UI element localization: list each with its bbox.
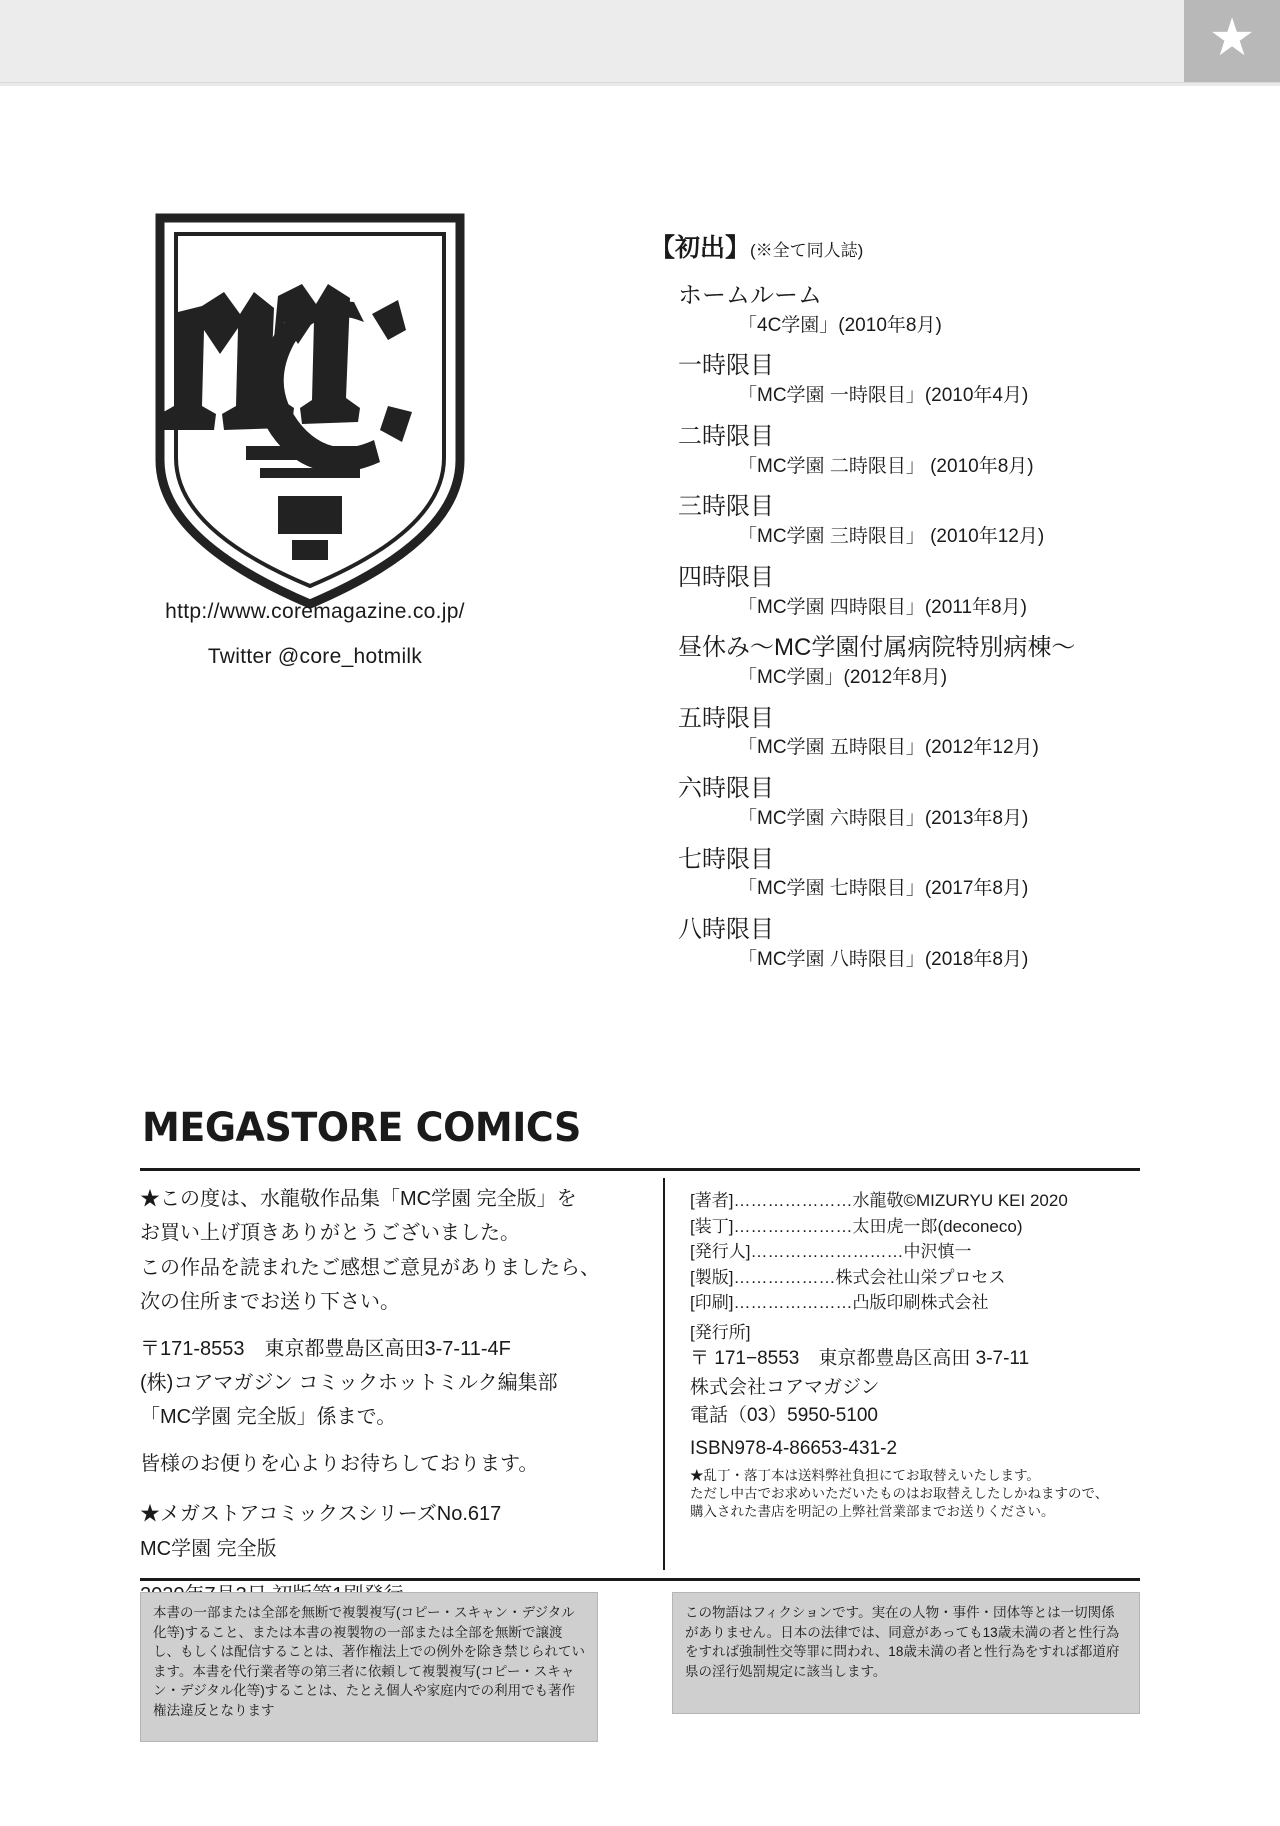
credit-row [690, 1239, 1140, 1265]
first-publication-list [650, 228, 1210, 986]
divider-vertical [663, 1178, 665, 1570]
fiction-notice-text: この物語はフィクションです。実在の人物・事件・団体等とは一切関係がありません。日本の法律では、同意があっても13歳未満の者と性行為をすれば強制性交等罪に問われ、18歳未満の者と性行為をすれば都道府県の淫行処罰規定に該当します。 [685, 1605, 1120, 1679]
credit-source: 「MC学園 二時限目」 (2010年8月) [738, 455, 1034, 477]
credit-title: 六時限目 [678, 775, 774, 803]
series-number: ★メガストアコミックスシリーズNo.617 [140, 1503, 502, 1526]
closing-line: 皆様のお便りを心よりお待ちしております。 [140, 1452, 539, 1475]
credit-value: 中沢慎一 [903, 1242, 972, 1261]
list-item [650, 352, 1210, 408]
thanks-line-2: お買い上げ頂きありがとうございました。 [140, 1222, 520, 1245]
credit-label: [発行人] [690, 1242, 751, 1261]
address-line-3: 「MC学園 完全版」係まで。 [140, 1406, 397, 1429]
credit-value: 凸版印刷株式会社 [852, 1293, 989, 1312]
credit-title: 三時限目 [678, 493, 774, 521]
imprint-title: MEGASTORE COMICS [142, 1105, 581, 1151]
credit-dots: ………………… [733, 1191, 853, 1210]
credit-title: 二時限目 [678, 422, 774, 450]
thanks-line-1: ★この度は、水龍敬作品集「MC学園 完全版」を [140, 1188, 577, 1210]
credit-source: 「MC学園 七時限目」(2017年8月) [738, 878, 1029, 900]
star-icon: ★ [1208, 9, 1256, 67]
publisher-address: 〒 171−8553 東京都豊島区高田 3-7-11 [690, 1348, 1030, 1369]
fiction-notice-box [672, 1592, 1140, 1714]
list-item [650, 775, 1210, 831]
credit-source: 「MC学園 三時限目」 (2010年12月) [738, 526, 1045, 548]
list-item [650, 634, 1210, 690]
credit-title: 七時限目 [678, 845, 774, 873]
credit-source: 「MC学園 六時限目」(2013年8月) [738, 807, 1029, 829]
publisher-telephone: 電話（03）5950-5100 [690, 1405, 878, 1426]
top-band-inner [0, 0, 1280, 83]
credits-heading [650, 228, 1210, 264]
credit-label: [著者] [690, 1191, 734, 1210]
credit-title: 昼休み〜MC学園付属病院特別病棟〜 [678, 634, 1076, 662]
credit-title: 四時限目 [678, 563, 774, 591]
list-item [650, 916, 1210, 972]
credit-label: [製版] [690, 1267, 734, 1287]
credit-dots: ……………………… [750, 1242, 904, 1261]
thanks-line-3: この作品を読まれたご感想ご意見がありましたら、 [140, 1256, 600, 1279]
list-item [650, 282, 1210, 338]
defect-notice-line-3: 購入された書店を明記の上弊社営業部までお送りください。 [690, 1504, 1055, 1520]
publisher-logo [150, 210, 470, 610]
credit-label: [印刷] [690, 1293, 734, 1312]
credit-title: 八時限目 [678, 915, 774, 943]
credit-row [690, 1214, 1140, 1240]
publisher-twitter[interactable]: Twitter @core_hotmilk [207, 645, 423, 668]
address-line-1: 〒171-8553 東京都豊島区高田3-7-11-4F [140, 1337, 511, 1360]
copyright-notice-box [140, 1592, 598, 1742]
book-title: MC学園 完全版 [140, 1537, 277, 1560]
credits-heading-text: 【初出】 [650, 234, 751, 262]
publisher-url[interactable]: http://www.coremagazine.co.jp/ [165, 600, 465, 623]
credit-source: 「4C学園」(2010年8月) [738, 314, 942, 336]
credit-source: 「MC学園」(2012年8月) [738, 666, 948, 688]
credit-dots: ………………… [733, 1293, 853, 1312]
list-item [650, 564, 1210, 620]
publisher-label: [発行所] [690, 1322, 751, 1342]
credit-row [690, 1265, 1140, 1291]
list-item [650, 705, 1210, 761]
credit-source: 「MC学園 一時限目」(2010年4月) [738, 385, 1029, 407]
corner-star-box [1184, 0, 1280, 82]
copyright-notice-text: 本書の一部または全部を無断で複製複写(コピー・スキャン・デジタル化等)すること、または本書の複製物の一部または全部を無断で譲渡し、もしくは配信することは、著作権法上での例外を除き禁じられています。本書を代行業者等の第三者に依頼して複製複写(コピー・スキャン・デジタル化等)することは、たとえ個人や家庭内での利用でも著作権法違反となります [153, 1605, 585, 1718]
address-line-2: (株)コアマガジン コミックホットミルク編集部 [140, 1371, 558, 1394]
list-item [650, 493, 1210, 549]
credit-value: 水龍敬©MIZURYU KEI 2020 [852, 1191, 1068, 1210]
credit-dots: ………………… [733, 1216, 853, 1236]
credit-source: 「MC学園 五時限目」(2012年12月) [738, 737, 1039, 759]
credit-row [690, 1188, 1140, 1214]
credit-title: ホームルーム [678, 282, 822, 309]
credit-dots: ……………… [733, 1267, 836, 1287]
thanks-line-4: 次の住所までお送り下さい。 [140, 1291, 400, 1314]
publisher-name: 株式会社コアマガジン [690, 1376, 880, 1398]
list-item [650, 846, 1210, 902]
credit-source: 「MC学園 八時限目」(2018年8月) [738, 948, 1029, 970]
page-top-band [0, 0, 1280, 86]
credit-value: 太田虎一郎(deconeco) [852, 1216, 1023, 1236]
credit-source: 「MC学園 四時限目」(2011年8月) [738, 596, 1027, 618]
credit-title: 五時限目 [678, 704, 774, 732]
colophon-left [140, 1185, 640, 1615]
credit-title: 一時限目 [678, 352, 774, 380]
list-item [650, 423, 1210, 479]
isbn-number: ISBN978-4-86653-431-2 [690, 1437, 898, 1459]
credit-value: 株式会社山栄プロセス [835, 1267, 1006, 1287]
defect-notice-line-2: ただし中古でお求めいただいたものはお取替えしたしかねますので、 [690, 1486, 1109, 1502]
colophon-right [690, 1188, 1140, 1522]
divider-top [140, 1168, 1140, 1171]
credit-row [690, 1290, 1140, 1316]
credits-heading-note: (※全て同人誌) [750, 241, 864, 260]
credit-label: [装丁] [690, 1216, 734, 1236]
defect-notice-line-1: ★乱丁・落丁本は送料弊社負担にてお取替えいたします。 [690, 1468, 1040, 1483]
